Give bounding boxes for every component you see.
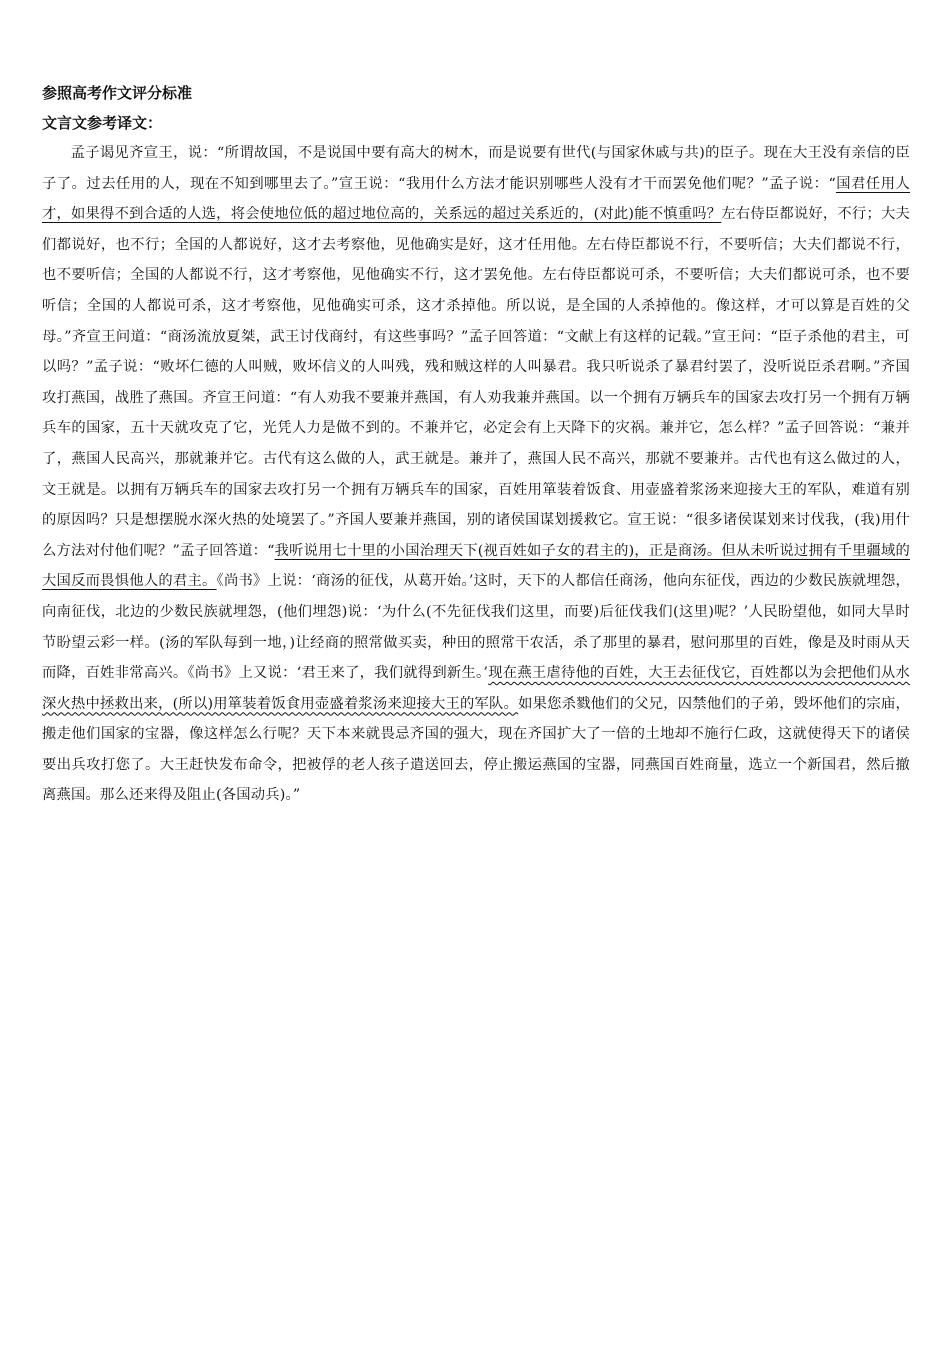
text-segment: 如果您杀戮他们的父兄，囚禁他们的子弟，毁坏他们的宗庙，搬走他们国家的宝器，像这样怎么行呢？天下本来就畏忌齐国的强大，现在齐国扩大了一倍的土地却不施行仁政，这就使得天下的诸侯要出兵攻打您了。大王赶快发布命令，把被俘的老人孩子遣送回去，停止搬运燕国的宝器，同燕国百姓商量，选立一个新国君，然后撤离燕国。那么还来得及阻止(各国动兵)。” [42,695,910,804]
document-page [42,78,910,811]
translation-paragraph [42,138,910,811]
grading-note-heading: 参照高考作文评分标准 [42,84,193,102]
text-segment: 左右侍臣都说好，不行；大夫们都说好，也不行；全国的人都说好，这才去考察他，见他确实是好，这才任用他。左右侍臣都说不行，不要听信；大夫们都说不行，也不要听信；全国的人都说不行，这才考察他，见他确实不行，这才罢免他。左右侍臣都说可杀，不要听信；大夫们都说可杀，也不要听信；全国的人都说可杀，这才考察他，见他确实可杀，这才杀掉他。所以说，是全国的人杀掉他的。像这样，才可以算是百姓的父母。”齐宣王问道：“商汤流放夏桀，武王讨伐商纣，有这些事吗？”孟子回答道：“文献上有这样的记载。”宣王问：“臣子杀他的君主，可以吗？”孟子说：“败坏仁德的人叫贼，败坏信义的人叫残，残和贼这样的人叫暴君。我只听说杀了暴君纣罢了，没听说臣杀君啊。”齐国攻打燕国，战胜了燕国。齐宣王问道：“有人劝我不要兼并燕国，有人劝我兼并燕国。以一个拥有万辆兵车的国家去攻打另一个拥有万辆兵车的国家，五十天就攻克了它，光凭人力是做不到的。不兼并它，必定会有上天降下的灾祸。兼并它，怎么样？”孟子回答说：“兼并了，燕国人民高兴，那就兼并它。古代有这么做的人，武王就是。兼并了，燕国人民不高兴，那就不要兼并。古代也有这么做过的人，文王就是。以拥有万辆兵车的国家去攻打另一个拥有万辆兵车的国家，百姓用箪装着饭食、用壶盛着浆汤来迎接大王的军队，难道有别的原因吗？只是想摆脱水深火热的处境罢了。”齐国人要兼并燕国，别的诸侯国谋划援救它。宣王说：“很多诸侯谋划来讨伐我，(我)用什么方法对付他们呢？”孟子回答道：“ [42,206,910,559]
text-segment: 孟子谒见齐宣王，说：“所谓故国，不是说国中要有高大的树木，而是说要有世代(与国家休戚与共)的臣子。现在大王没有亲信的臣子了。过去任用的人，现在不知到哪里去了。”宣王说：“我用什么方法才能识别哪些人没有才干而罢免他们呢？”孟子说：“ [42,145,910,192]
text-segment: 《尚书》上说：‘商汤的征伐，从葛开始。’这时，天下的人都信任商汤，他向东征伐，西边的少数民族就埋怨，向南征伐，北边的少数民族就埋怨，(他们埋怨)说：‘为什么(不先征伐我们这里，而要)后征伐我们(这里)呢？’人民盼望他，如同大旱时节盼望云彩一样。(汤的军队每到一地，)让经商的照常做买卖，种田的照常干农活，杀了那里的暴君，慰问那里的百姓，像是及时雨从天而降，百姓非常高兴。《尚书》上又说：‘君王来了，我们就得到新生。’ [42,573,910,682]
wavy-underlined-sentence: 现在燕王虐待他的百姓，大王去征伐它，百姓都以为会把他们从水深火热中拯救出来，(所以)用箪装着饭食用壶盛着浆汤来迎接大王的军队。 [42,665,911,712]
translation-heading: 文言文参考译文： [42,114,163,132]
underlined-sentence: 我听说用七十里的小国治理天下(视百姓如子女的君主的)，正是商汤。但从未听说过拥有千里疆域的大国反而畏惧他人的君主。 [42,542,910,590]
underlined-sentence: 国君任用人才，如果得不到合适的人选，将会使地位低的超过地位高的，关系远的超过关系近的，(对此)能不慎重吗？ [42,175,911,223]
